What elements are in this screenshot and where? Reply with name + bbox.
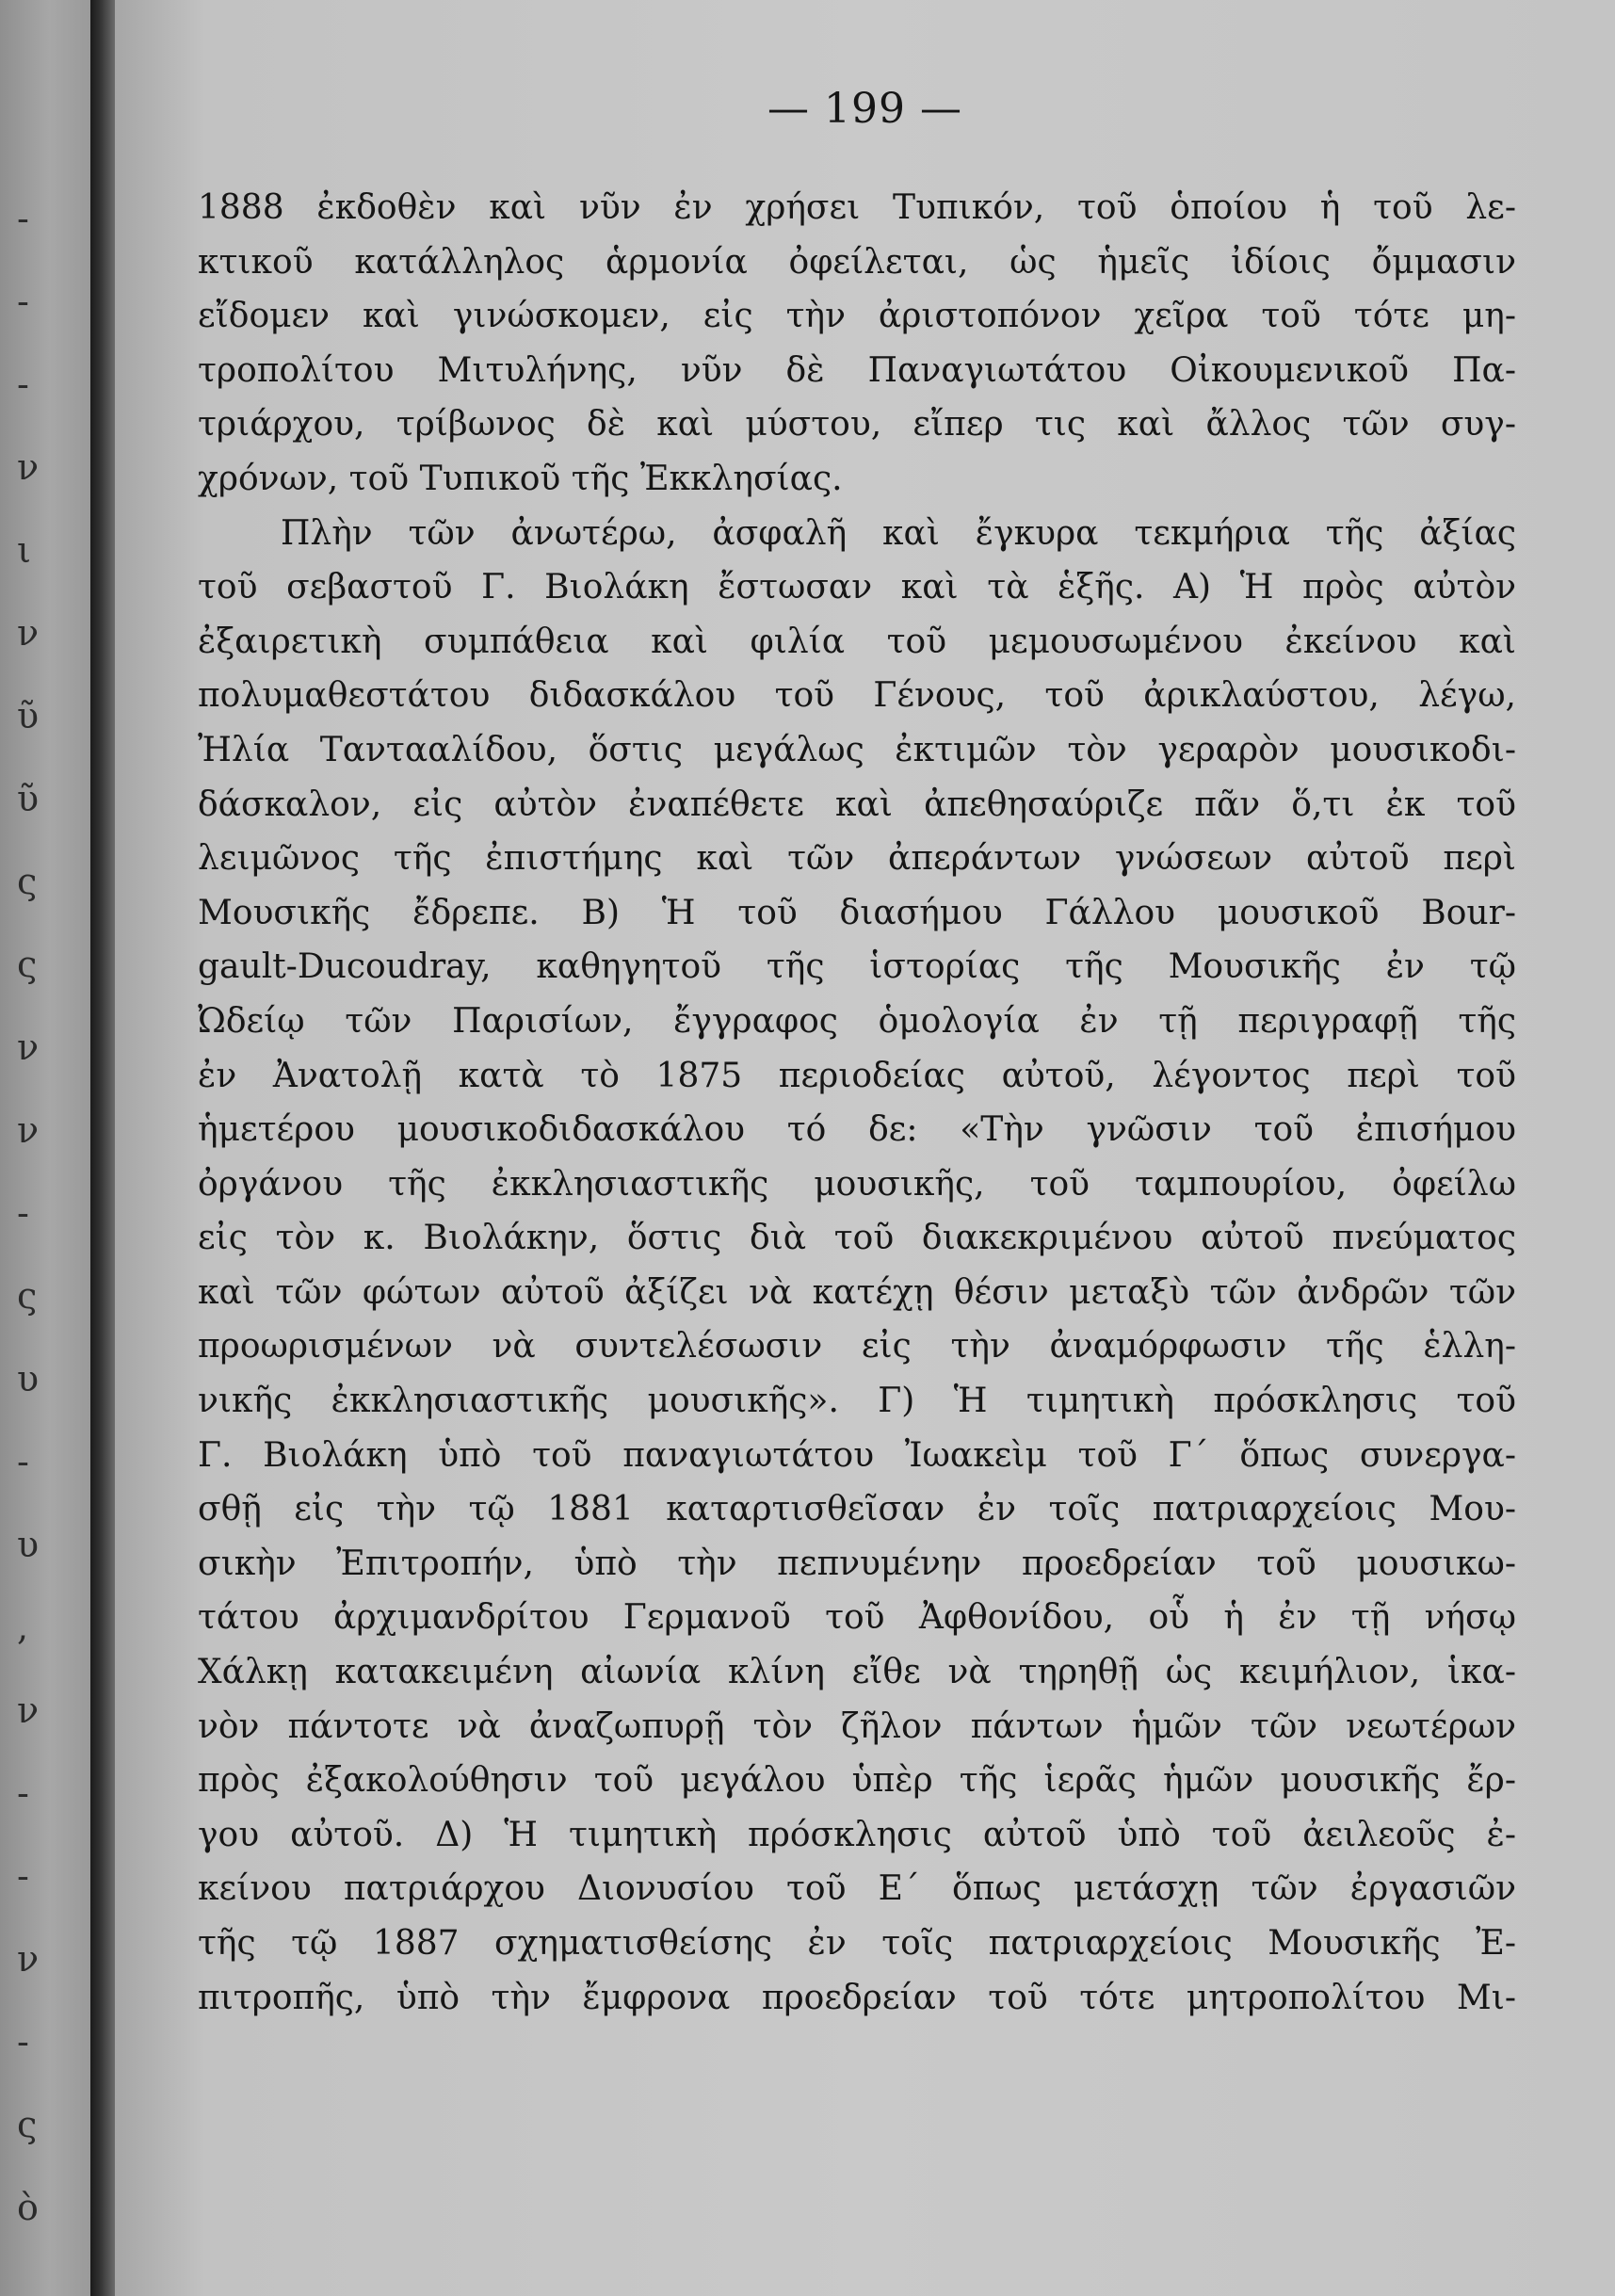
- previous-page-fragment: ν: [17, 612, 40, 654]
- previous-page-fragment: ς: [17, 944, 38, 985]
- book-page: [115, 0, 1615, 2296]
- previous-page-fragment: -: [17, 1441, 29, 1482]
- text-line: πολυμαθεστάτου διδασκάλου τοῦ Γένους, τοῦ ἀρικλαύστου, λέγω,: [198, 676, 1516, 716]
- previous-page-fragments: [8, 0, 83, 2296]
- text-line: Ἠλία Ταντααλίδου, ὅστις μεγάλως ἐκτιμῶν τὸν γεραρὸν μουσικοδι-: [198, 730, 1516, 769]
- previous-page-fragment: -: [17, 2021, 29, 2062]
- page-number: — 199 —: [767, 85, 962, 133]
- text-line: ὀργάνου τῆς ἐκκλησιαστικῆς μουσικῆς, τοῦ ταμπουρίου, ὀφείλω: [198, 1164, 1516, 1204]
- text-line: κείνου πατριάρχου Διονυσίου τοῦ Ε΄ ὅπως μετάσχῃ τῶν ἐργασιῶν: [198, 1869, 1516, 1909]
- body-text: [198, 181, 1516, 2025]
- text-line: τροπολίτου Μιτυλήνης, νῦν δὲ Παναγιωτάτου Οἰκουμενικοῦ Πα-: [198, 350, 1516, 390]
- text-line: κτικοῦ κατάλληλος ἁρμονία ὀφείλεται, ὡς ἡμεῖς ἰδίοις ὄμμασιν: [198, 242, 1516, 282]
- previous-page-fragment: ν: [17, 1027, 40, 1068]
- previous-page-fragment: υ: [17, 1358, 40, 1399]
- text-line: δάσκαλον, εἰς αὐτὸν ἐναπέθετε καὶ ἀπεθησαύριζε πᾶν ὅ,τι ἐκ τοῦ: [198, 784, 1516, 824]
- previous-page-fragment: ς: [17, 861, 38, 902]
- previous-page-fragment: ν: [17, 446, 40, 488]
- previous-page-fragment: ν: [17, 1938, 40, 1980]
- previous-page-fragment: -: [17, 1772, 29, 1814]
- text-line: νὸν πάντοτε νὰ ἀναζωπυρῇ τὸν ζῆλον πάντων ἡμῶν τῶν νεωτέρων: [198, 1706, 1516, 1746]
- book-gutter: [90, 0, 115, 2296]
- previous-page-fragment: -: [17, 198, 29, 239]
- text-line: εἴδομεν καὶ γινώσκομεν, εἰς τὴν ἀριστοπόνον χεῖρα τοῦ τότε μη-: [198, 297, 1516, 336]
- text-line: χρόνων, τοῦ Τυπικοῦ τῆς Ἐκκλησίας.: [198, 459, 843, 498]
- text-line: τάτου ἀρχιμανδρίτου Γερμανοῦ τοῦ Ἀφθονίδου, οὗ ἡ ἐν τῇ νήσῳ: [198, 1598, 1516, 1638]
- text-line: ἐξαιρετικὴ συμπάθεια καὶ φιλία τοῦ μεμουσωμένου ἐκείνου καὶ: [198, 622, 1516, 661]
- text-line: πιτροπῆς, ὑπὸ τὴν ἔμφρονα προεδρείαν τοῦ τότε μητροπολίτου Μι-: [198, 1978, 1516, 2017]
- previous-page-fragment: υ: [17, 1524, 40, 1565]
- text-line: ἡμετέρου μουσικοδιδασκάλου τό δε: «Τὴν γνῶσιν τοῦ ἐπισήμου: [198, 1110, 1516, 1150]
- text-line: λειμῶνος τῆς ἐπιστήμης καὶ τῶν ἀπεράντων γνώσεων αὐτοῦ περὶ: [198, 839, 1516, 879]
- text-line: καὶ τῶν φώτων αὐτοῦ ἀξίζει νὰ κατέχῃ θέσιν μεταξὺ τῶν ἀνδρῶν τῶν: [198, 1272, 1516, 1312]
- text-line: τριάρχου, τρίβωνος δὲ καὶ μύστου, εἴπερ τις καὶ ἄλλος τῶν συγ-: [198, 405, 1516, 445]
- previous-page-fragment: ῦ: [17, 778, 40, 819]
- previous-page-fragment: ς: [17, 2104, 38, 2145]
- text-line: σθῇ εἰς τὴν τῷ 1881 καταρτισθεῖσαν ἐν τοῖς πατριαρχείοις Μου-: [198, 1490, 1516, 1529]
- previous-page-fragment: -: [17, 1192, 29, 1234]
- text-line: σικὴν Ἐπιτροπήν, ὑπὸ τὴν πεπνυμένην προεδρείαν τοῦ μουσικω-: [198, 1544, 1516, 1583]
- previous-page-fragment: ι: [17, 529, 31, 571]
- text-line: 1888 ἐκδοθὲν καὶ νῦν ἐν χρήσει Τυπικόν, τοῦ ὁποίου ἡ τοῦ λε-: [198, 188, 1516, 227]
- previous-page-fragment: -: [17, 281, 29, 322]
- text-line: τοῦ σεβαστοῦ Γ. Βιολάκη ἔστωσαν καὶ τὰ ἑξῆς. Α) Ἡ πρὸς αὐτὸν: [198, 568, 1516, 607]
- text-line: Ὠδείῳ τῶν Παρισίων, ἔγγραφος ὁμολογία ἐν τῇ περιγραφῇ τῆς: [198, 1001, 1516, 1041]
- text-line: εἰς τὸν κ. Βιολάκην, ὅστις διὰ τοῦ διακεκριμένου αὐτοῦ πνεύματος: [198, 1219, 1516, 1258]
- previous-page-fragment: ν: [17, 1109, 40, 1151]
- text-line: τῆς τῷ 1887 σχηματισθείσης ἐν τοῖς πατριαρχείοις Μουσικῆς Ἐ-: [198, 1924, 1516, 1963]
- text-line: προωρισμένων νὰ συντελέσωσιν εἰς τὴν ἀναμόρφωσιν τῆς ἑλλη-: [198, 1327, 1516, 1366]
- text-line: γου αὐτοῦ. Δ) Ἡ τιμητικὴ πρόσκλησις αὐτοῦ ὑπὸ τοῦ ἀειλεοῦς ἐ-: [198, 1815, 1516, 1854]
- text-line: ἐν Ἀνατολῇ κατὰ τὸ 1875 περιοδείας αὐτοῦ, λέγοντος περὶ τοῦ: [198, 1056, 1516, 1095]
- previous-page-fragment: -: [17, 364, 29, 405]
- previous-page-fragment: ν: [17, 1690, 40, 1731]
- text-line: gault-Ducoudray, καθηγητοῦ τῆς ἱστορίας τῆς Μουσικῆς ἐν τῷ: [198, 947, 1516, 987]
- text-line: πρὸς ἐξακολούθησιν τοῦ μεγάλου ὑπὲρ τῆς ἱερᾶς ἡμῶν μουσικῆς ἔρ-: [198, 1761, 1516, 1801]
- previous-page-fragment: ὸ: [17, 2187, 39, 2228]
- previous-page-fragment: ς: [17, 1275, 38, 1317]
- text-line: νικῆς ἐκκλησιαστικῆς μουσικῆς». Γ) Ἡ τιμητικὴ πρόσκλησις τοῦ: [198, 1382, 1516, 1421]
- text-line: Χάλκῃ κατακειμένη αἰωνία κλίνη εἴθε νὰ τηρηθῇ ὡς κειμήλιον, ἱκα-: [198, 1653, 1516, 1692]
- text-line: Μουσικῆς ἔδρεπε. Β) Ἡ τοῦ διασήμου Γάλλου μουσικοῦ Bour-: [198, 893, 1516, 932]
- text-line: Πλὴν τῶν ἀνωτέρω, ἀσφαλῆ καὶ ἔγκυρα τεκμήρια τῆς ἀξίας: [281, 513, 1516, 553]
- text-line: Γ. Βιολάκη ὑπὸ τοῦ παναγιωτάτου Ἰωακεὶμ τοῦ Γ΄ ὅπως συνεργα-: [198, 1435, 1516, 1475]
- previous-page-fragment: ,: [17, 1607, 29, 1648]
- previous-page-fragment: -: [17, 1855, 29, 1897]
- previous-page-fragment: ῦ: [17, 695, 40, 736]
